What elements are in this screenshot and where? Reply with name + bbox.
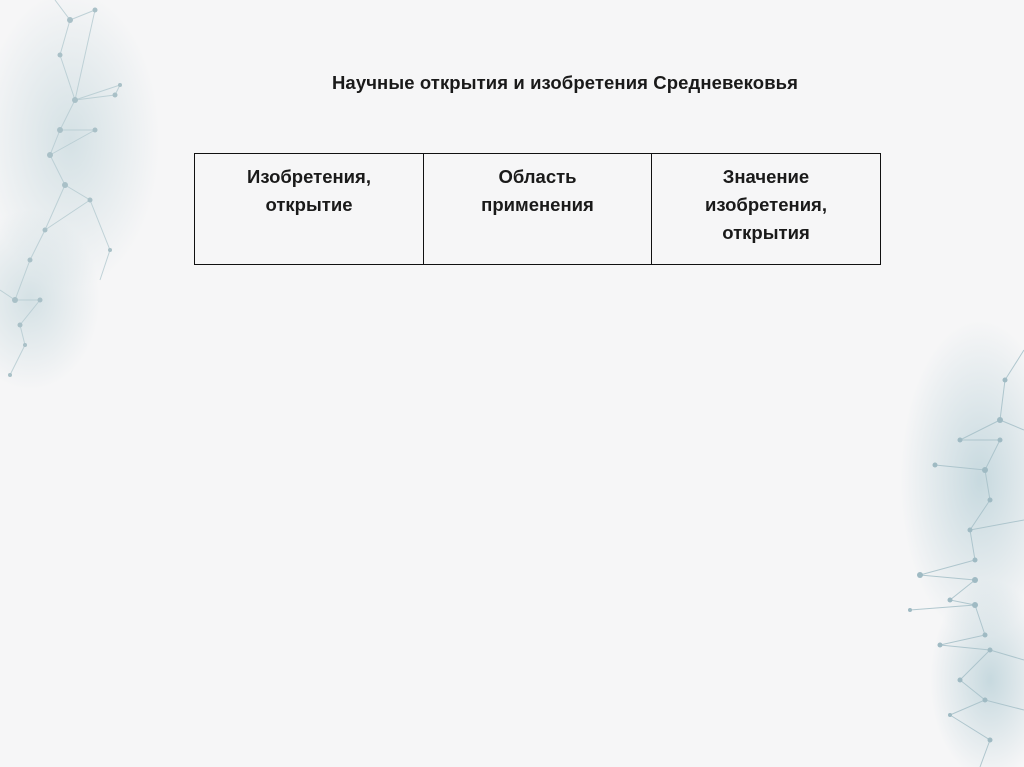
slide-title — [0, 72, 1024, 94]
header-invention-label: Изобретения, открытие — [247, 166, 371, 215]
header-cell-invention — [195, 154, 424, 265]
header-significance-label: Значение изобретения, открытия — [704, 166, 827, 243]
table-header-row — [195, 154, 881, 265]
slide-title-text: Научные открытия и изобретения Средневековья — [331, 72, 799, 93]
header-application-label: Область применения — [481, 166, 594, 215]
header-cell-application — [424, 154, 652, 265]
header-cell-significance — [652, 154, 881, 265]
inventions-table — [194, 153, 881, 265]
